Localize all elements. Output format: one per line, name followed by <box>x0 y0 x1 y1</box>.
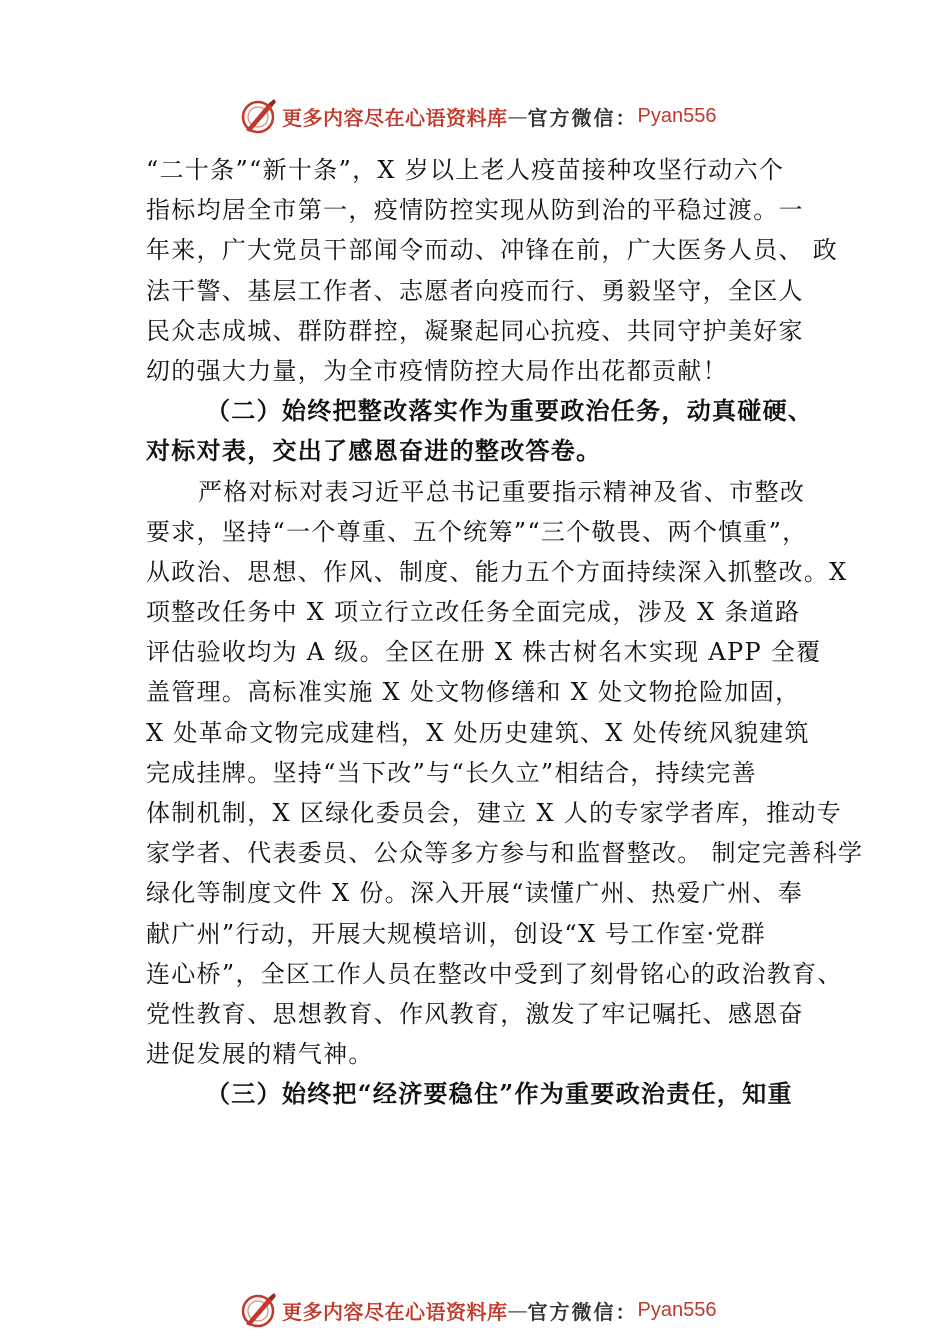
text-line: 盖管理。高标准实施 X 处文物修缮和 X 处文物抢险加固， <box>146 678 801 707</box>
text-line: 党性教育、思想教育、作风教育，激发了牢记嘱托、感恩奋 <box>146 999 804 1028</box>
text-line: 绿化等制度文件 X 份。深入开展“读懂广州、热爱广州、奉 <box>146 879 804 908</box>
pen-logo-icon <box>238 1290 278 1330</box>
pen-logo-icon <box>238 96 278 136</box>
text-line: 法干警、基层工作者、志愿者向疫而行、勇毅坚守，全区人 <box>146 276 804 305</box>
text-line: X 处革命文物完成建档，X 处历史建筑、X 处传统风貌建筑 <box>146 718 810 747</box>
text-line: “二十条”“新十条”，X 岁以上老人疫苗接种攻坚行动六个 <box>146 156 785 184</box>
text-line: 家学者、代表委员、公众等多方参与和监督整改。 制定完善科学 <box>146 839 864 868</box>
watermark-dash: — <box>507 104 528 128</box>
text-line: 评估验收均为 A 级。全区在册 X 株古树名木实现 APP 全覆 <box>146 638 822 667</box>
section-heading-2: （二）始终把整改落实作为重要政治任务，动真碰硬、 <box>206 396 814 426</box>
watermark-site-text: 更多内容尽在心语资料库 <box>282 1299 508 1324</box>
watermark-wechat-id: Pyan556 <box>637 1298 717 1321</box>
text-line: 年来，广大党员干部闻令而动、冲锋在前，广大医务人员、 政 <box>146 236 839 265</box>
footer-watermark <box>238 1290 716 1330</box>
text-line: 要求，坚持“一个尊重、五个统筹”“三个敬畏、两个慎重”， <box>146 517 808 546</box>
text-line: 连心桥”，全区工作人员在整改中受到了刻骨铭心的政治教育、 <box>146 959 843 988</box>
text-line: 完成挂牌。坚持“当下改”与“长久立”相结合，持续完善 <box>146 758 757 787</box>
watermark-dash: — <box>507 1298 528 1322</box>
text-line: 民众志成城、群防群控，凝聚起同心抗疫、共同守护美好家 <box>146 316 804 345</box>
text-line: 体制机制，X 区绿化委员会，建立 X 人的专家学者库，推动专 <box>146 799 843 827</box>
section-heading-3: （三）始终把“经济要稳住”作为重要政治责任，知重 <box>206 1079 793 1109</box>
watermark-site-text: 更多内容尽在心语资料库 <box>282 105 508 130</box>
watermark-label: 官方微信： <box>527 105 638 130</box>
document-body <box>146 150 864 1115</box>
paragraph-start: 严格对标对表习近平总书记重要指示精神及省、市整改 <box>198 477 806 506</box>
section-heading-2-cont: 对标对表，交出了感恩奋进的整改答卷。 <box>146 436 602 466</box>
text-line: 献广州”行动，开展大规模培训，创设“X 号工作室·党群 <box>146 919 766 948</box>
header-watermark <box>238 96 716 136</box>
text-line: 项整改任务中 X 项立行立改任务全面完成，涉及 X 条道路 <box>146 598 801 627</box>
text-line: 㓜的强大力量，为全市疫情防控大局作出花都贡献！ <box>146 356 728 385</box>
watermark-label: 官方微信： <box>527 1299 638 1324</box>
text-line: 指标均居全市第一，疫情防控实现从防到治的平稳过渡。一 <box>146 196 804 225</box>
text-line: 从政治、思想、作风、制度、能力五个方面持续深入抓整改。X <box>146 557 848 586</box>
watermark-wechat-id: Pyan556 <box>637 104 717 127</box>
text-line: 进促发展的精气神。 <box>146 1040 374 1069</box>
